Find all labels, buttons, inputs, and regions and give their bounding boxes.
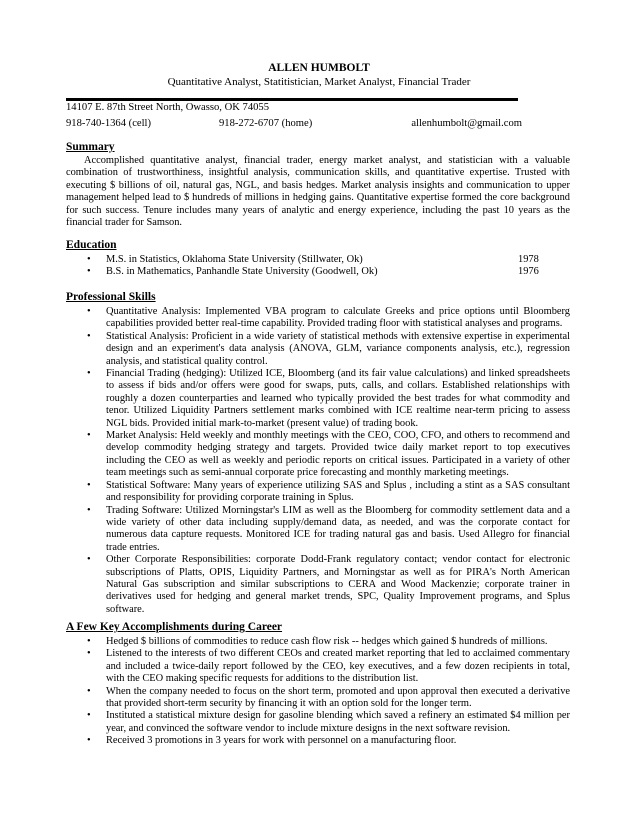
list-item [66, 368, 570, 430]
accomplishment-text: Hedged $ billions of commodities to reduce cash flow risk -- hedges which gained $ hundreds of millions. [106, 636, 548, 647]
list-item [66, 710, 570, 735]
list-item [66, 430, 570, 480]
bullet-icon: • [87, 648, 91, 660]
bullet-icon: • [87, 554, 91, 566]
degree-year: 1978 [518, 254, 539, 265]
list-item [66, 266, 570, 278]
bullet-icon: • [87, 504, 91, 516]
list-item [66, 686, 570, 711]
skill-text: Statistical Software: Many years of experience utilizing SAS and Splus , including a stint as a SAS consultant and responsibility for providing corporate training in Splus. [106, 479, 570, 504]
skill-text: Market Analysis: Held weekly and monthly meetings with the CEO, COO, CFO, and others to recommend and develop commodity hedging strategy and targets. Provided twice daily market report to top executives including the CEO as well as weekly and periodic reports on critical issues. Participated in a variety of other team meetings such as semi-annual corporate price forecasting and monthly marketing meetings. [106, 430, 570, 479]
skills-list [66, 306, 570, 616]
skills-section [66, 290, 570, 616]
bullet-icon: • [87, 254, 91, 265]
summary-text: Accomplished quantitative analyst, financial trader, energy market analyst, and statistician with a valuable combination of trustworthiness, insightful analysis, communication skills, and quantitative expertise. Trusted with executing $ billions of oil, natural gas, NGL, and basis hedges. Market analysis insights and communication to upper management helped lead to $ hundreds of millions in hedging gains. Quantitative expertise formed the core background for such success. Tenure includes many years of analytic and energy experience, including the past 10 years as the financial trader for Samson. [66, 155, 570, 229]
list-item [66, 480, 570, 505]
list-item [66, 648, 570, 685]
bullet-icon: • [87, 430, 91, 442]
skill-text: Other Corporate Responsibilities: corporate Dodd-Frank regulatory contact; vendor contact for electronic subscriptions of Platts, OPIS, Liquidity Partners, and Morningstar as well as for PIRA's North American Natural Gas subscription and similar subscriptions to CERA and Wood Mackenzie; corporate trainer in derivatives used for hedging and general market trends, SPC, Quality Improvement programs, and Splus software. [106, 554, 570, 615]
skill-text: Financial Trading (hedging): Utilized ICE, Bloomberg (and its fair value calculations) and linked spreadsheets to assess if bids and/or offers were good for swaps, puts, calls, and collars. Established relationships with roughly a dozen counterparties and learned who typically provided the best trades for what commodity and tenor. Utilized Liquidity Partners settlement marks combined with ICE realtime near-term pricing to assess NGL bids. Provided initial mark-to-market (present value) of trading book. [106, 368, 570, 429]
accomplishments-list [66, 636, 570, 748]
email-address: allenhumbolt@gmail.com [411, 118, 522, 129]
accomplishment-text: When the company needed to focus on the short term, promoted and upon approval then executed a derivative that provided short-term security by financing it with an option sold for the longer term. [106, 685, 570, 710]
skill-text: Quantitative Analysis: Implemented VBA program to calculate Greeks and price options until Bloomberg capabilities provided better real-time capability. Provided trading floor with statistical analyses and programs. [106, 306, 570, 330]
accomplishment-text: Listened to the interests of two different CEOs and created market reporting that led to acclaimed commentary and included a twice-daily report followed by the CEO, key executives, and a few dozen recipients in total, with the CEO making specific requests for additions to the distribution list. [106, 648, 570, 685]
address: 14107 E. 87th Street North, Owasso, OK 74055 [66, 102, 270, 113]
degree: M.S. in Statistics, Oklahoma State University (Stillwater, Ok) [106, 254, 363, 265]
skill-text: Trading Software: Utilized Morningstar's LIM as well as the Bloomberg for commodity settlement data and a wide variety of other data including supply/demand data, as needed, and was the corporate contact for numerous data capture requests. Monitored ICE for trading natural gas and basis. Used Allegro for financial trade entries. [106, 504, 570, 553]
phone-cell: 918-740-1364 (cell) [66, 118, 152, 129]
summary-section [66, 140, 570, 229]
bullet-icon: • [87, 710, 91, 722]
bullet-icon: • [87, 735, 91, 747]
list-item [66, 554, 570, 616]
education-heading: Education [66, 239, 117, 251]
bullet-icon: • [87, 685, 91, 697]
degree-year: 1976 [518, 266, 539, 278]
bullet-icon: • [87, 306, 91, 317]
degree: B.S. in Mathematics, Panhandle State University (Goodwell, Ok) [106, 266, 378, 278]
skill-text: Statistical Analysis: Proficient in a wide variety of statistical methods with extensive expertise in experimental design and an experiment's data analysis (ANOVA, GLM, variance components analysis, etc.), regression analysis, and statistical quality control. [106, 330, 570, 367]
list-item [66, 505, 570, 555]
bullet-icon: • [87, 479, 91, 491]
bullet-icon: • [87, 636, 91, 647]
list-item [66, 735, 570, 747]
accomplishment-text: Received 3 promotions in 3 years for work with personnel on a manufacturing floor. [106, 735, 457, 747]
list-item [66, 306, 570, 331]
list-item [66, 254, 570, 266]
header-divider [66, 98, 518, 101]
skills-heading: Professional Skills [66, 291, 156, 303]
bullet-icon: • [87, 266, 91, 278]
resume-subtitle: Quantitative Analyst, Statitistician, Market Analyst, Financial Trader [167, 76, 471, 88]
education-section [66, 238, 570, 279]
list-item [66, 636, 570, 648]
bullet-icon: • [87, 368, 91, 380]
accomplishments-section [66, 620, 570, 748]
education-list [66, 254, 570, 279]
resume-name: ALLEN HUMBOLT [268, 62, 370, 74]
accomplishments-heading: A Few Key Accomplishments during Career [66, 621, 283, 633]
summary-heading: Summary [66, 141, 115, 153]
bullet-icon: • [87, 330, 91, 342]
list-item [66, 331, 570, 368]
accomplishment-text: Instituted a statistical mixture design for gasoline blending which saved a refinery an estimated $4 million per year, and convinced the software vendor to include mixture designs in the next software revision. [106, 710, 570, 734]
phone-home: 918-272-6707 (home) [219, 118, 313, 129]
